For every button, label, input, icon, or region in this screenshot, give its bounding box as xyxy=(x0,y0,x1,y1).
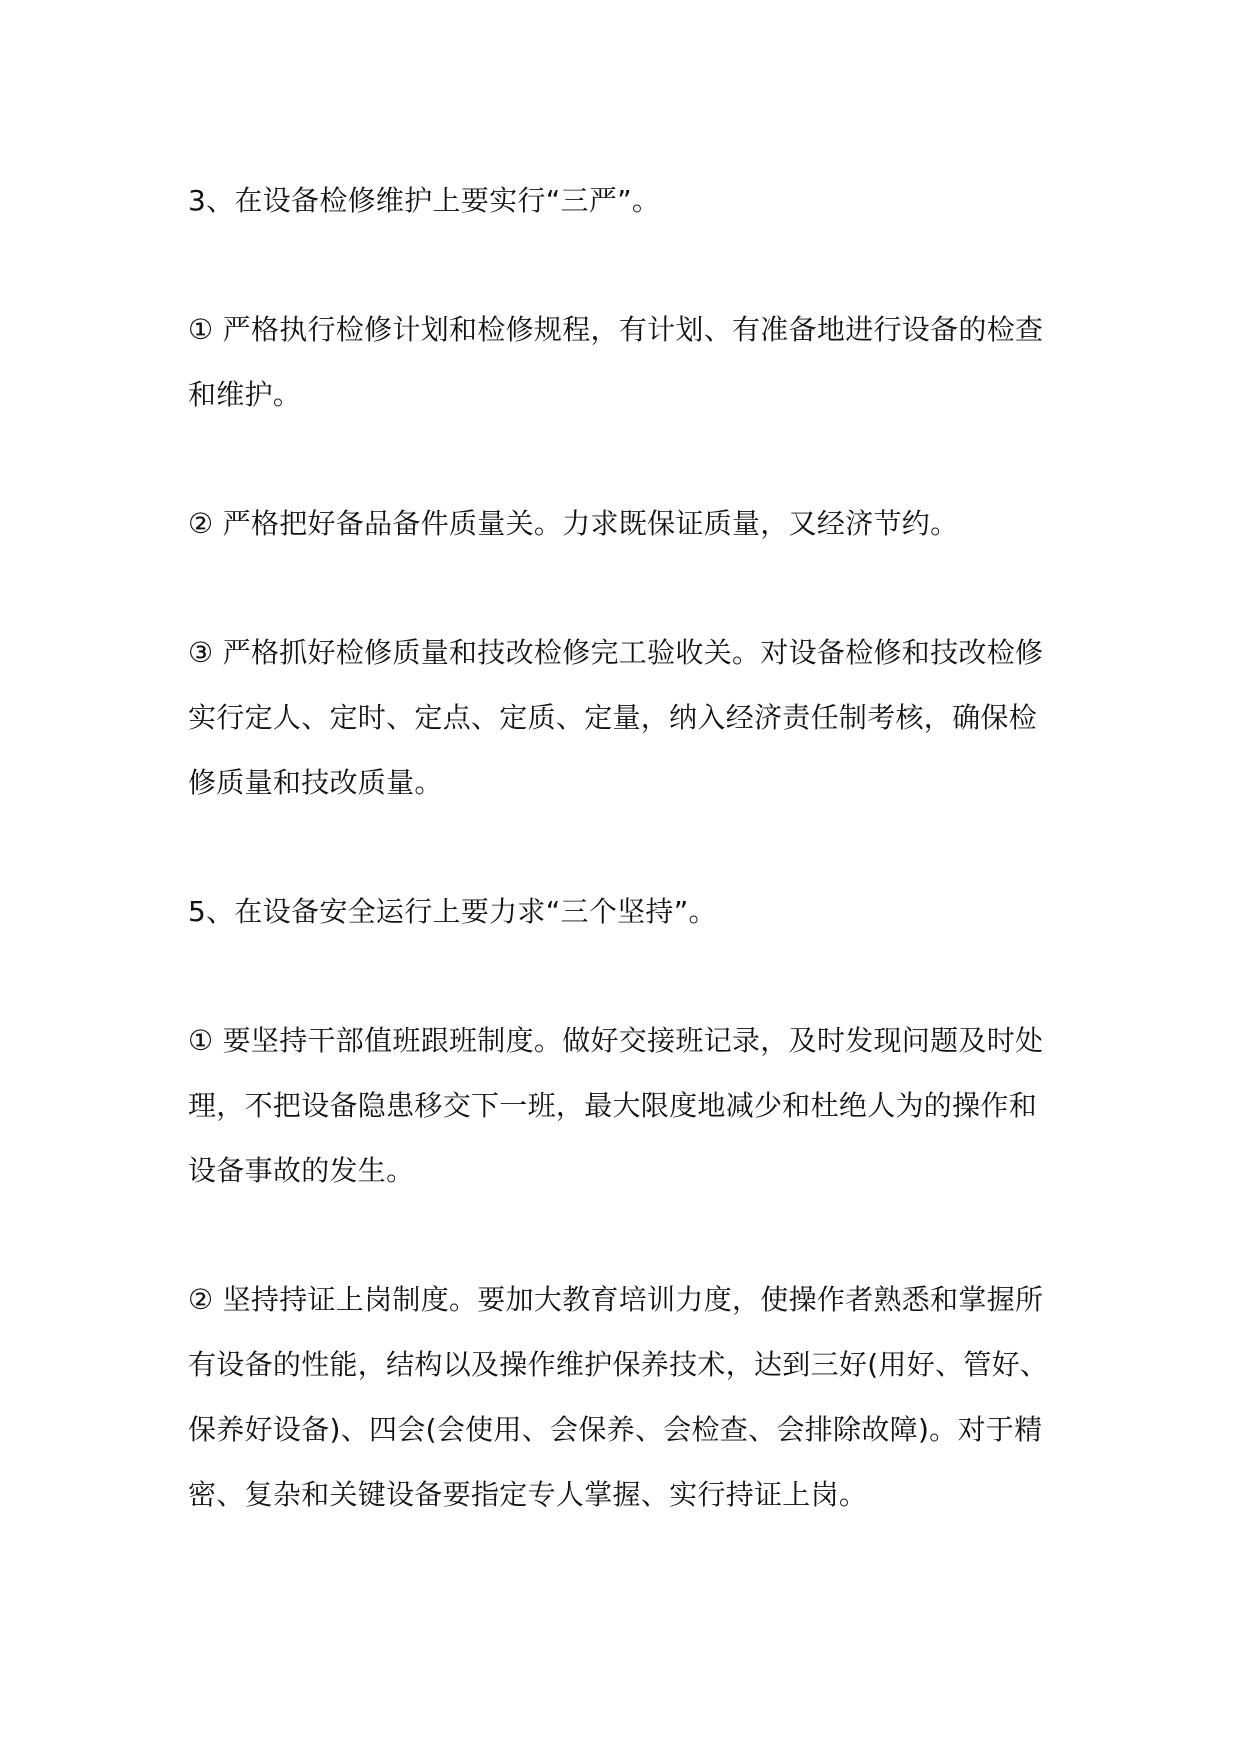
paragraph-inspection-acceptance: ③ 严格抓好检修质量和技改检修完工验收关。对设备检修和技改检修实行定人、定时、定点、定质、定量，纳入经济责任制考核，确保检修质量和技改质量。 xyxy=(188,636,1044,799)
paragraph-duty-shift-system: ① 要坚持干部值班跟班制度。做好交接班记录，及时发现问题及时处理，不把设备隐患移交下一班，最大限度地减少和杜绝人为的操作和设备事故的发生。 xyxy=(188,1024,1044,1187)
section-3-heading: 3、在设备检修维护上要实行“三严”。 xyxy=(188,184,661,217)
section-5-heading: 5、在设备安全运行上要力求“三个坚持”。 xyxy=(188,895,717,928)
paragraph-certified-operation: ② 坚持持证上岗制度。要加大教育培训力度，使操作者熟悉和掌握所有设备的性能，结构以及操作维护保养技术，达到三好(用好、管好、保养好设备)、四会(会使用、会保养、会检查、会排除故障)。对于精密、复杂和关键设备要指定专人掌握、实行持证上岗。 xyxy=(188,1283,1049,1511)
paragraph-spare-parts-quality: ② 严格把好备品备件质量关。力求既保证质量，又经济节约。 xyxy=(188,507,959,540)
document-body xyxy=(188,168,1050,1527)
paragraph-strict-maintenance-plan: ① 严格执行检修计划和检修规程，有计划、有准备地进行设备的检查和维护。 xyxy=(188,313,1044,411)
